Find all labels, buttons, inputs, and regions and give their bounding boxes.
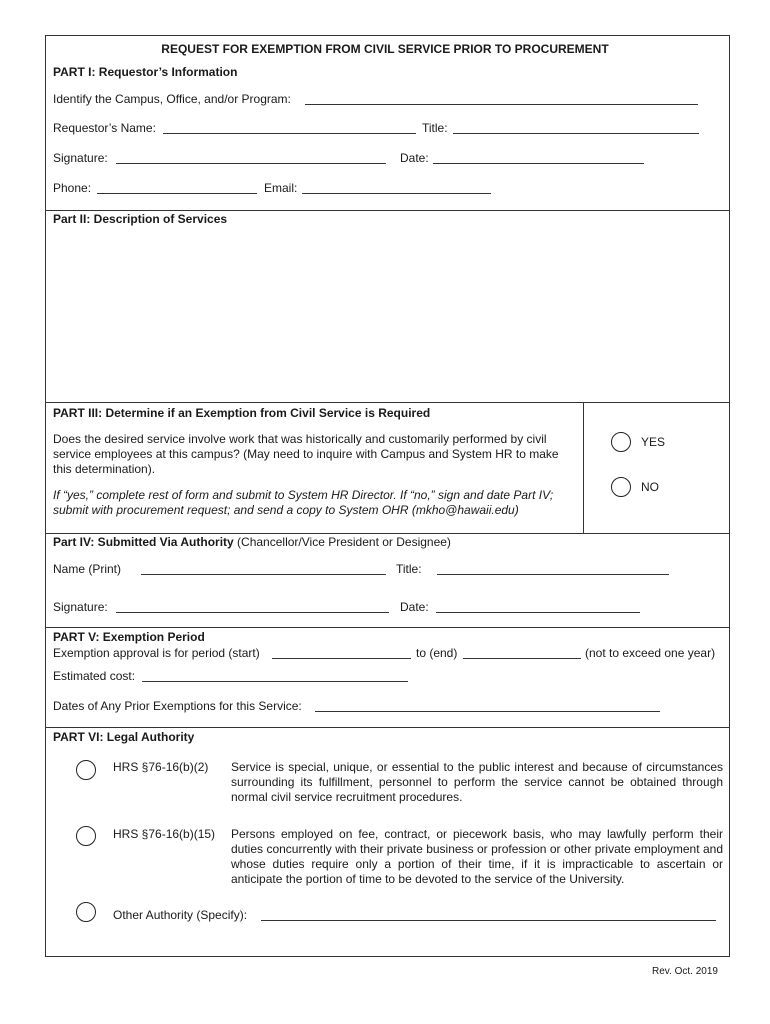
- part3-question: Does the desired service involve work that was historically and customarily performed by civil service employees at this campus? (May need to inquire with Campus and System HR to make this determination).: [53, 432, 559, 476]
- yes-label: YES: [641, 435, 666, 449]
- period-start-label: Exemption approval is for period (start): [53, 646, 260, 660]
- divider-part4: [45, 533, 730, 534]
- period-end-label: to (end): [416, 646, 458, 660]
- authority-option-1-text: Service is special, unique, or essential to the public interest and because of circumstances surrounding its fulfillment, personnel to perform the service cannot be obtained through normal civil service recruitment procedures.: [231, 760, 723, 804]
- phone-field[interactable]: [97, 193, 257, 194]
- description-area[interactable]: [53, 232, 723, 397]
- period-start-field[interactable]: [272, 658, 411, 659]
- part6-heading: PART VI: Legal Authority: [53, 730, 195, 744]
- authority-date-field[interactable]: [436, 612, 640, 613]
- campus-label: Identify the Campus, Office, and/or Program:: [53, 92, 291, 106]
- divider-yes-no-column: [583, 402, 584, 533]
- authority-title-field[interactable]: [437, 574, 669, 575]
- prior-exemptions-field[interactable]: [315, 711, 660, 712]
- yes-radio[interactable]: [611, 432, 631, 452]
- part4-heading-row: [53, 535, 451, 550]
- phone-label: Phone:: [53, 181, 92, 195]
- no-radio[interactable]: [611, 477, 631, 497]
- part1-heading: PART I: Requestor’s Information: [53, 65, 238, 79]
- authority-option-1-code: HRS §76-16(b)(2): [113, 760, 209, 774]
- other-authority-label: Other Authority (Specify):: [113, 908, 248, 922]
- part2-heading: Part II: Description of Services: [53, 212, 228, 226]
- authority-option-1-radio[interactable]: [76, 760, 96, 780]
- authority-option-2-code: HRS §76-16(b)(15): [113, 827, 216, 841]
- authority-signature-label: Signature:: [53, 600, 108, 614]
- estimated-cost-label: Estimated cost:: [53, 669, 136, 683]
- part4-heading-note: (Chancellor/Vice President or Designee): [237, 535, 451, 549]
- other-authority-radio[interactable]: [76, 902, 96, 922]
- email-label: Email:: [264, 181, 298, 195]
- requestor-name-label: Requestor’s Name:: [53, 121, 156, 135]
- divider-part2: [45, 210, 730, 211]
- revision-date: Rev. Oct. 2019: [652, 966, 718, 977]
- part5-heading: PART V: Exemption Period: [53, 630, 205, 644]
- divider-part5: [45, 627, 730, 628]
- part3-heading: PART III: Determine if an Exemption from Civil Service is Required: [53, 406, 431, 420]
- divider-part6: [45, 727, 730, 728]
- requestor-title-label: Title:: [422, 121, 448, 135]
- other-authority-field[interactable]: [261, 920, 716, 921]
- requestor-signature-label: Signature:: [53, 151, 108, 165]
- requestor-title-field[interactable]: [453, 133, 699, 134]
- requestor-date-label: Date:: [400, 151, 429, 165]
- requestor-signature-field[interactable]: [116, 163, 386, 164]
- form-title: REQUEST FOR EXEMPTION FROM CIVIL SERVICE PRIOR TO PROCUREMENT: [161, 42, 609, 56]
- authority-option-2-text: Persons employed on fee, contract, or piecework basis, who may lawfully perform their duties concurrently with their private business or profession or other private employment and whose duties require only a portion of their time, if it is impracticable to ascertain or anticipate the portion of time to be devoted to the service of the University.: [231, 827, 723, 886]
- campus-field[interactable]: [305, 104, 698, 105]
- divider-part3: [45, 402, 730, 403]
- no-label: NO: [641, 480, 659, 494]
- authority-option-2-radio[interactable]: [76, 826, 96, 846]
- authority-name-field[interactable]: [141, 574, 386, 575]
- requestor-name-field[interactable]: [163, 133, 416, 134]
- estimated-cost-field[interactable]: [142, 681, 408, 682]
- part4-heading: Part IV: Submitted Via Authority: [53, 535, 234, 549]
- period-limit-note: (not to exceed one year): [585, 646, 716, 660]
- authority-title-label: Title:: [396, 562, 422, 576]
- part3-instructions: If “yes,” complete rest of form and submit to System HR Director. If “no,” sign and date Part IV; submit with procurement request; and send a copy to System OHR (mkho@hawaii.edu): [53, 488, 554, 517]
- authority-date-label: Date:: [400, 600, 429, 614]
- prior-exemptions-label: Dates of Any Prior Exemptions for this Service:: [53, 699, 302, 713]
- requestor-date-field[interactable]: [433, 163, 644, 164]
- period-end-field[interactable]: [463, 658, 581, 659]
- email-field[interactable]: [302, 193, 491, 194]
- authority-name-label: Name (Print): [53, 562, 122, 576]
- authority-signature-field[interactable]: [116, 612, 389, 613]
